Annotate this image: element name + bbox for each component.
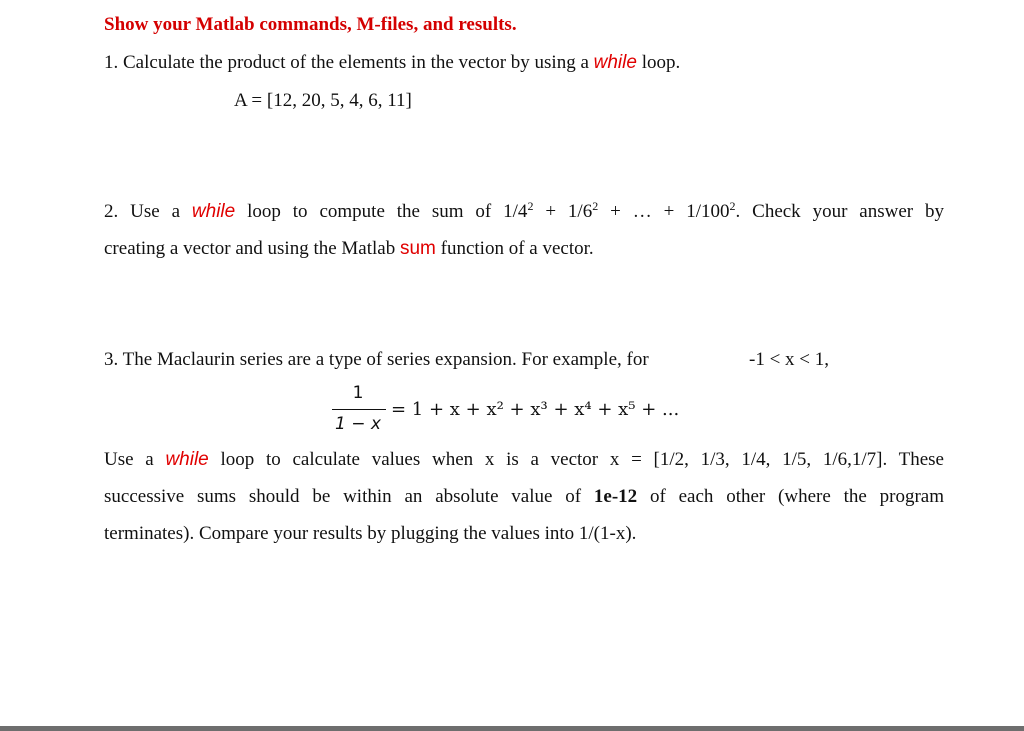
q2-text-5: . Check your answer by [735,201,944,222]
q3-while-keyword: while [165,449,209,470]
page-heading: Show your Matlab commands, M-files, and results. [104,14,517,35]
q2-text-4: + … + 1/100 [598,201,730,222]
q2-exponent-3: 2 [729,199,736,213]
q2-exponent-1: 2 [527,199,534,213]
question-3-intro: 3. The Maclaurin series are a type of series expansion. For example, for [104,349,649,370]
formula-denominator: 1 − x [335,414,381,434]
q2-line2-after: function of a vector. [435,238,594,259]
q3-line2-b: of each other (where the program [637,486,944,507]
q1-while-keyword: while [593,52,637,73]
formula-numerator: 1 [352,383,364,403]
q1-text-after: loop. [636,52,681,73]
q2-while-keyword: while [191,201,236,222]
q3-range: -1 < x < 1, [749,349,830,370]
bottom-border [0,726,1024,731]
question-3-line-2 [104,486,944,508]
q3-line1-b: loop to calculate values when x is a vector x = [1/2, 1/3, 1/4, 1/5, 1/6,1/7]. These [208,449,944,470]
question-2-line-1 [104,201,944,223]
q1-vector: A = [12, 20, 5, 4, 6, 11] [234,90,412,111]
q2-exponent-2: 2 [592,199,599,213]
q2-line2-before: creating a vector and using the Matlab [104,238,400,259]
formula-series: = 1 + x + x² + x³ + x⁴ + x⁵ + ... [391,399,680,420]
q1-text-before: 1. Calculate the product of the elements in the vector by using a [104,52,594,73]
q2-text-2: loop to compute the sum of 1/4 [235,201,528,222]
formula-fraction-bar [332,409,386,410]
q2-text-1: 2. Use a [104,201,192,222]
q3-line2-a: successive sums should be within an absolute value of [104,486,594,507]
question-3-line-1 [104,449,944,471]
question-3-line-3: terminates). Compare your results by plugging the values into 1/(1-x). [104,523,637,544]
q2-sum-keyword: sum [399,238,436,259]
question-1-text [104,52,680,74]
q3-line1-a: Use a [104,449,166,470]
question-2-line-2 [104,238,594,260]
q2-text-3: + 1/6 [533,201,593,222]
q3-tolerance: 1e-12 [593,486,638,507]
